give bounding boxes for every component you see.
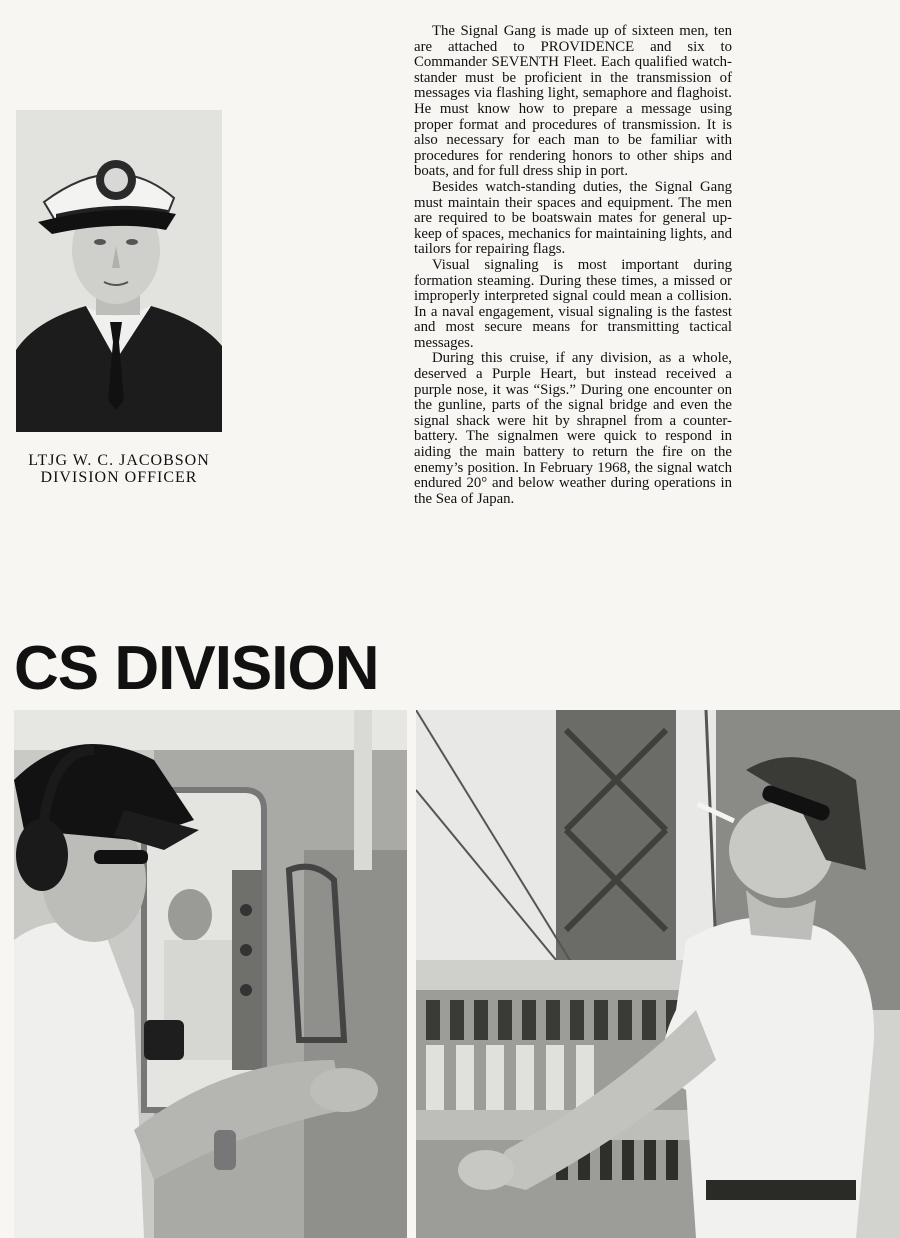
article-paragraph: Visual signaling is most important during formation steaming. During these times, a missed or improperly interpreted signal could mean a collision. In a naval engagement, visual signaling is the fastest and most secure means for transmitting tactical messages. [414, 256, 732, 351]
article-body [414, 24, 732, 507]
officer-name: LTJG W. C. JACOBSON [28, 452, 210, 469]
article-paragraph: The Signal Gang is made up of sixteen men, ten are attached to PROVIDENCE and six to Commander SEVENTH Fleet. Each qualified watch-stander must be proficient in the transmission of messages via flashing light, semaphore and flaghoist. He must know how to prepare a message using proper format and procedures of transmission. It is also necessary for each man to be familiar with procedures for rendering honors to other ships and boats, and for full dress ship in port. [414, 23, 732, 180]
signalman-looking-up-photo [416, 710, 900, 1238]
article-paragraph: During this cruise, if any division, as a whole, deserved a Purple Heart, but instead received a purple nose, it was “Sigs.” During one encounter on the gunline, parts of the signal bridge and even the signal shack were hit by shrapnel from a counter-battery. The signalmen were quick to respond in aiding the main battery to return the fire on the enemy’s position. In February 1968, the signal watch endured 20° and below weather during operations in the Sea of Japan. [414, 350, 732, 507]
article-paragraph: Besides watch-standing duties, the Signal Gang must maintain their spaces and equipment. The men are required to be boatswain mates for general up-keep of spaces, mechanics for maintaining lights, and tailors for repairing flags. [414, 178, 732, 258]
signalman-headphones-photo [14, 710, 407, 1238]
officer-caption [0, 452, 238, 486]
officer-portrait [16, 110, 222, 432]
page-title: CS DIVISION [14, 634, 379, 703]
officer-title: DIVISION OFFICER [40, 469, 198, 486]
